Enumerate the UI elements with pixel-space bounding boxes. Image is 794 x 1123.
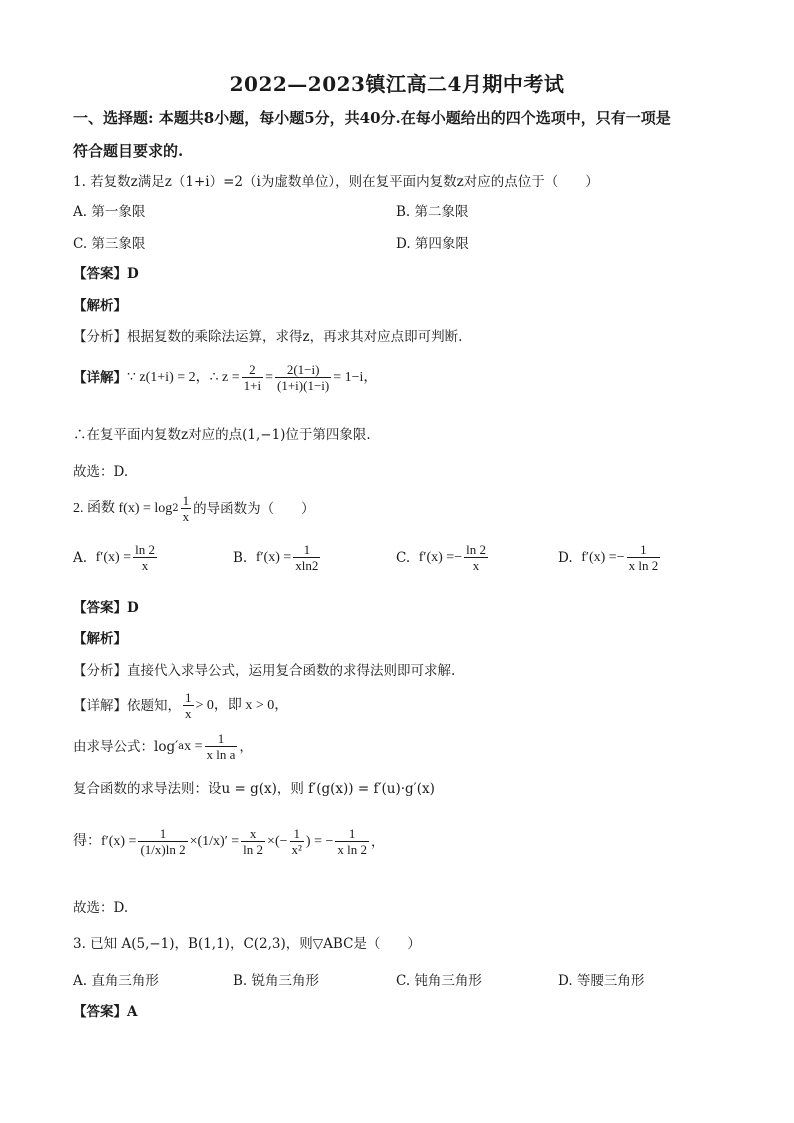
q3-option-c: C. 钝角三角形 bbox=[396, 973, 482, 989]
q1-option-d: D. 第四象限 bbox=[396, 236, 469, 252]
q2-stem-post: 的导函数为（ ） bbox=[193, 500, 315, 517]
q3-answer: 【答案】A bbox=[73, 1004, 138, 1020]
q2-de-f2-den: ln 2 bbox=[243, 842, 264, 857]
q3-option-d: D. 等腰三角形 bbox=[558, 973, 645, 989]
q2-d-den: x ln 2 bbox=[628, 558, 659, 573]
q2-stem-fraction bbox=[181, 493, 192, 524]
q1-f2-den: (1+i)(1−i) bbox=[277, 378, 330, 393]
q2-stem-sub: 2 bbox=[172, 502, 179, 514]
q1-detail-expr: ∵ z(1+i) = 2，∴ z = bbox=[127, 369, 240, 385]
section-heading-line1: 一、选择题: 本题共8小题，每小题5分，共40分.在每小题给出的四个选项中，只有一项是 bbox=[73, 109, 671, 127]
q2-de-f4-num: 1 bbox=[335, 826, 369, 842]
q2-d-sign: − bbox=[616, 549, 625, 565]
q2-de-f1-num: 1 bbox=[138, 826, 187, 842]
q1-fraction-2 bbox=[275, 362, 331, 393]
q2-a-num: ln 2 bbox=[135, 542, 155, 557]
q2-detail bbox=[73, 690, 288, 721]
q2-detail-num: 1 bbox=[185, 690, 192, 705]
q2-fenxi: 【分析】直接代入求导公式，运用复合函数的求得法则即可求解. bbox=[73, 663, 456, 679]
q2-formula bbox=[73, 731, 253, 762]
q2-b-lhs: f′(x) = bbox=[255, 549, 292, 565]
q2-choose: 故选：D. bbox=[73, 900, 129, 916]
q2-c-label: C. bbox=[396, 549, 411, 566]
q2-c-den: x bbox=[472, 558, 480, 573]
q2-option-c bbox=[396, 542, 490, 573]
q1-fraction-1 bbox=[242, 362, 263, 393]
q1-f1-den: 1+i bbox=[243, 378, 262, 393]
q2-de-f4-den: x ln 2 bbox=[337, 842, 367, 857]
q2-de-f3-num: 1 bbox=[290, 826, 304, 842]
q2-option-b bbox=[233, 542, 322, 573]
q2-analysis-tag: 【解析】 bbox=[73, 631, 127, 647]
q2-de-mid1: ×(1/x)′ = bbox=[189, 833, 240, 849]
q2-de-f1-den: (1/x)ln 2 bbox=[140, 842, 186, 857]
q2-formula-tail: ， bbox=[239, 738, 253, 755]
q2-formula-label: 由求导公式：log′ bbox=[73, 738, 179, 755]
q2-stem-num: 1 bbox=[182, 493, 190, 508]
q2-detail-den: x bbox=[185, 706, 192, 721]
page-title: 2022—2023镇江高二4月期中考试 bbox=[229, 72, 565, 96]
q2-b-den: xln2 bbox=[295, 558, 319, 573]
q2-de-mid3: ) = − bbox=[305, 833, 334, 849]
q2-detail-tail: > 0，即 x > 0， bbox=[195, 697, 289, 713]
q3-option-b: B. 锐角三角形 bbox=[233, 973, 320, 989]
q2-c-lhs: f′(x) = bbox=[418, 549, 455, 565]
q2-a-den: x bbox=[141, 558, 149, 573]
q2-de-mid2: ×(− bbox=[267, 833, 288, 849]
q2-answer: 【答案】D bbox=[73, 600, 139, 616]
q2-formula-mid: x = bbox=[184, 738, 203, 754]
q1-answer: 【答案】D bbox=[73, 266, 139, 282]
q2-b-num: 1 bbox=[293, 542, 320, 558]
q1-option-c: C. 第三象限 bbox=[73, 236, 146, 252]
q1-option-b: B. 第二象限 bbox=[396, 204, 469, 220]
q2-de-f2-num: x bbox=[241, 826, 265, 842]
q2-c-num: ln 2 bbox=[466, 542, 486, 557]
q2-de-tail: ， bbox=[370, 833, 385, 850]
q2-formula-num: 1 bbox=[205, 731, 238, 747]
q1-analysis-tag: 【解析】 bbox=[73, 298, 127, 314]
q1-stem: 1. 若复数z满足z（1+i）=2（i为虚数单位），则在复平面内复数z对应的点位于（ ） bbox=[73, 174, 599, 190]
q2-a-lhs: f′(x) = bbox=[95, 549, 132, 565]
q2-stem-pre: 2. 函数 f(x) = log bbox=[73, 500, 173, 516]
q1-option-a: A. 第一象限 bbox=[73, 204, 146, 220]
q2-d-num: 1 bbox=[627, 542, 661, 558]
q2-b-label: B. bbox=[233, 549, 248, 566]
q2-option-a bbox=[73, 542, 159, 573]
q2-stem-den: x bbox=[182, 509, 190, 524]
q1-conclusion: ∴在复平面内复数z对应的点(1,−1)位于第四象限. bbox=[73, 427, 371, 443]
q1-choose: 故选：D. bbox=[73, 464, 129, 480]
q2-derivation bbox=[73, 826, 384, 857]
q2-d-lhs: f′(x) = bbox=[581, 549, 617, 565]
q1-detail-tail: = 1−i， bbox=[333, 369, 378, 385]
q2-chain-rule: 复合函数的求导法则：设u = g(x)，则 f′(g(x)) = f′(u)·g′(x) bbox=[73, 781, 435, 797]
q3-option-a: A. 直角三角形 bbox=[73, 973, 159, 989]
q3-stem: 3. 已知 A(5,−1)，B(1,1)，C(2,3)，则▽ABC是（ ） bbox=[73, 936, 421, 952]
q2-detail-label: 【详解】依题知， bbox=[73, 697, 181, 714]
section-heading-line2: 符合题目要求的. bbox=[73, 142, 184, 160]
q2-option-d bbox=[558, 542, 662, 573]
q1-f1-num: 2 bbox=[242, 362, 263, 378]
q1-f2-num: 2(1−i) bbox=[275, 362, 331, 378]
q2-stem bbox=[73, 493, 315, 524]
q2-a-label: A. bbox=[73, 549, 88, 566]
q1-fenxi: 【分析】根据复数的乘除法运算，求得z，再求其对应点即可判断. bbox=[73, 329, 463, 345]
q1-detail-label: 【详解】 bbox=[73, 369, 127, 386]
q2-de-label: 得：f′(x) = bbox=[73, 833, 137, 849]
q2-de-f3-den: x² bbox=[291, 842, 302, 857]
q2-d-label: D. bbox=[558, 549, 573, 566]
q2-formula-sub: a bbox=[178, 740, 185, 752]
q2-c-sign: − bbox=[454, 549, 463, 565]
q2-formula-den: x ln a bbox=[206, 747, 236, 762]
q1-detail: 【详解】 ∵ z(1+i) = 2，∴ z = $\frac{2}{1+i}$ = $\frac{2(1-i)}{(1+i)(1-i)}$ = 1−i， bbox=[73, 362, 378, 393]
